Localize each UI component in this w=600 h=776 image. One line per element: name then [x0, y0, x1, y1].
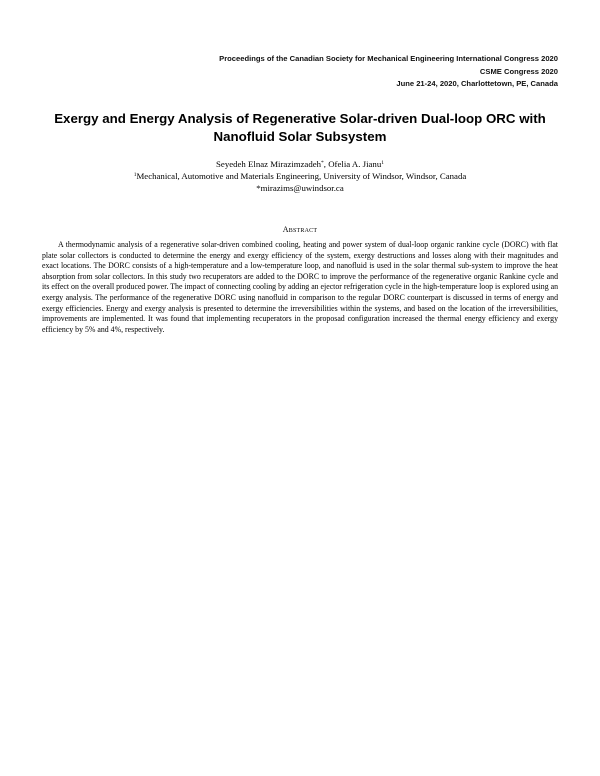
affiliation — [30, 170, 570, 182]
author-list — [30, 158, 570, 170]
abstract-text: A thermodynamic analysis of a regenerative solar-driven combined cooling, heating and power system of dual-loop organic rankine cycle (DORC) with flat plate solar collectors is conducted to determine the energy and exergy efficiency of the system, exergy destructions and losses along with their magnitudes and exact locations. The DORC consists of a high-temperature and a low-temperature loop, and nanofluid is used in the solar thermal sub-system to improve the heat absorption from solar collectors. In this study two recuperators are added to the DORC to improve the performance of the regenerative organic Rankine cycle and its effect on the overall produced power. The impact of connecting cooling by adding an ejector refrigeration cycle in the high-temperature loop is explored using an exergy analysis. The performance of the regenerative DORC using nanofluid in comparison to the regular DORC counterpart is discussed in terms of energy and exergy efficiencies. Energy and exergy analysis is presented to determine the irreversibilities within the systems, and based on the location of the irreversibilities, improvements are implemented. It was found that implementing recuperators in the proposad configuration increased the thermal energy efficiency and exergy efficiency by 5% and 4%, respectively. — [42, 240, 558, 334]
conference-header — [219, 53, 558, 91]
author-block — [30, 158, 570, 194]
author-1-marker: * — [321, 160, 324, 166]
affiliation-marker: 1 — [133, 172, 137, 178]
author-separator: , — [323, 159, 329, 169]
author-1-name: Seyedeh Elnaz Mirazimzadeh — [216, 159, 322, 169]
corresponding-email: *mirazims@uwindsor.ca — [256, 183, 344, 193]
date-location-line: June 21-24, 2020, Charlottetown, PE, Canada — [396, 79, 558, 88]
author-2-marker: 1 — [381, 160, 384, 166]
paper-title — [30, 110, 570, 146]
title-line-1: Exergy and Energy Analysis of Regenerative Solar-driven Dual-loop ORC with — [54, 111, 546, 126]
proceedings-line: Proceedings of the Canadian Society for Mechanical Engineering International Congress 2020 — [219, 54, 558, 63]
title-line-2: Nanofluid Solar Subsystem — [213, 129, 387, 144]
author-2-name: Ofelia A. Jianu — [328, 159, 382, 169]
congress-line: CSME Congress 2020 — [479, 66, 558, 76]
affiliation-text: Mechanical, Automotive and Materials Engineering, University of Windsor, Windsor, Canada — [136, 171, 467, 181]
abstract-heading: Abstract — [282, 225, 318, 234]
